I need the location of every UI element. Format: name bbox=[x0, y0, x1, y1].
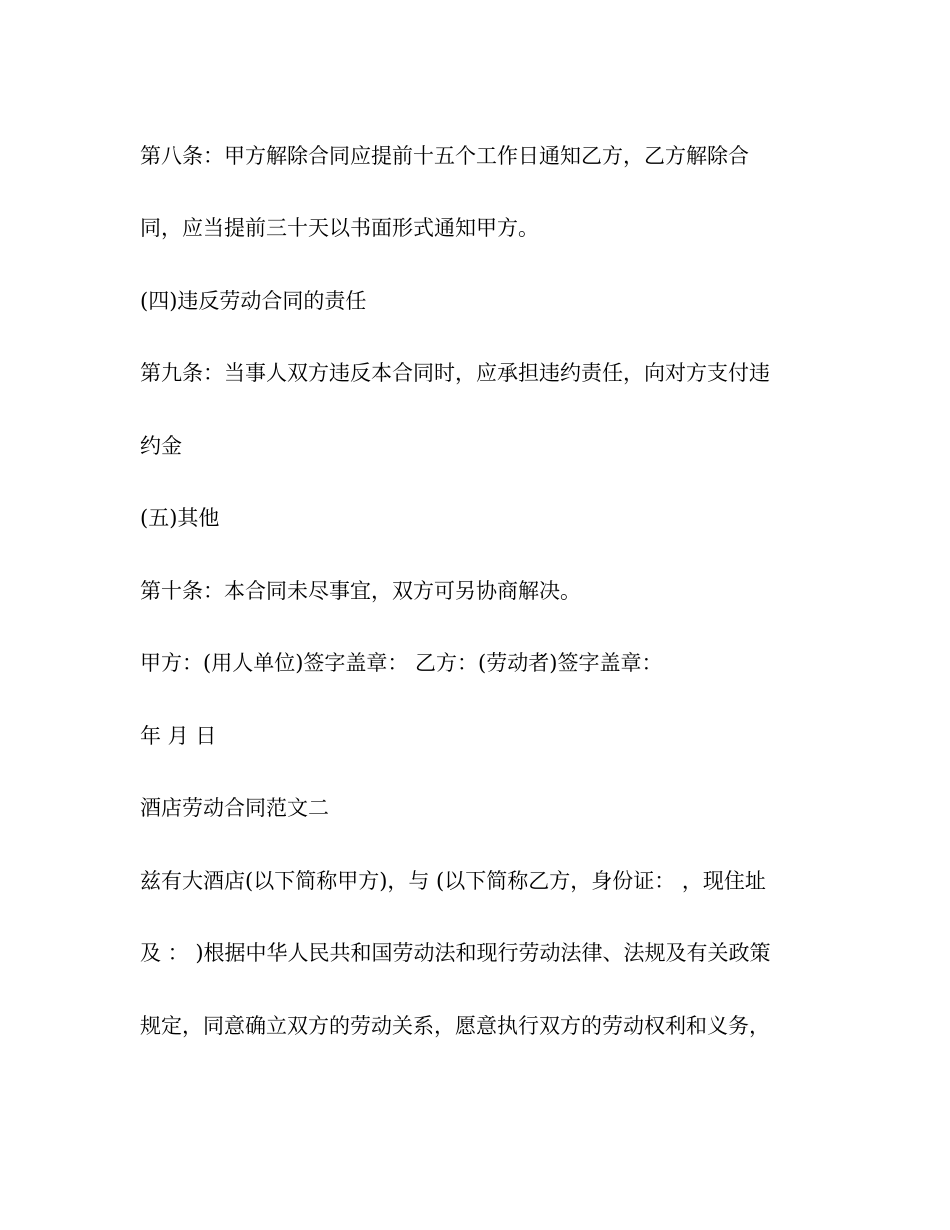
sample-2-line-2: 及 ： )根据中华人民共和国劳动法和现行劳动法律、法规及有关政策 bbox=[140, 941, 771, 965]
section-4-heading: (四)违反劳动合同的责任 bbox=[140, 289, 367, 313]
article-9-line-2: 约金 bbox=[140, 434, 182, 458]
article-10-line: 第十条：本合同未尽事宜，双方可另协商解决。 bbox=[140, 579, 581, 603]
sample-2-title: 酒店劳动合同范文二 bbox=[140, 796, 329, 820]
article-8-line-1: 第八条：甲方解除合同应提前十五个工作日通知乙方，乙方解除合 bbox=[140, 144, 749, 168]
article-9-line-1: 第九条：当事人双方违反本合同时，应承担违约责任，向对方支付违 bbox=[140, 361, 770, 385]
date-line: 年 月 日 bbox=[140, 724, 217, 748]
signature-line: 甲方：(用人单位)签字盖章： 乙方：(劳动者)签字盖章： bbox=[140, 651, 663, 675]
article-8-line-2: 同，应当提前三十天以书面形式通知甲方。 bbox=[140, 216, 539, 240]
sample-2-line-1: 兹有大酒店(以下简称甲方)，与 (以下简称乙方，身份证： ，现住址 bbox=[140, 869, 766, 893]
section-5-heading: (五)其他 bbox=[140, 506, 220, 530]
sample-2-line-3: 规定，同意确立双方的劳动关系，愿意执行双方的劳动权利和义务， bbox=[140, 1014, 770, 1038]
